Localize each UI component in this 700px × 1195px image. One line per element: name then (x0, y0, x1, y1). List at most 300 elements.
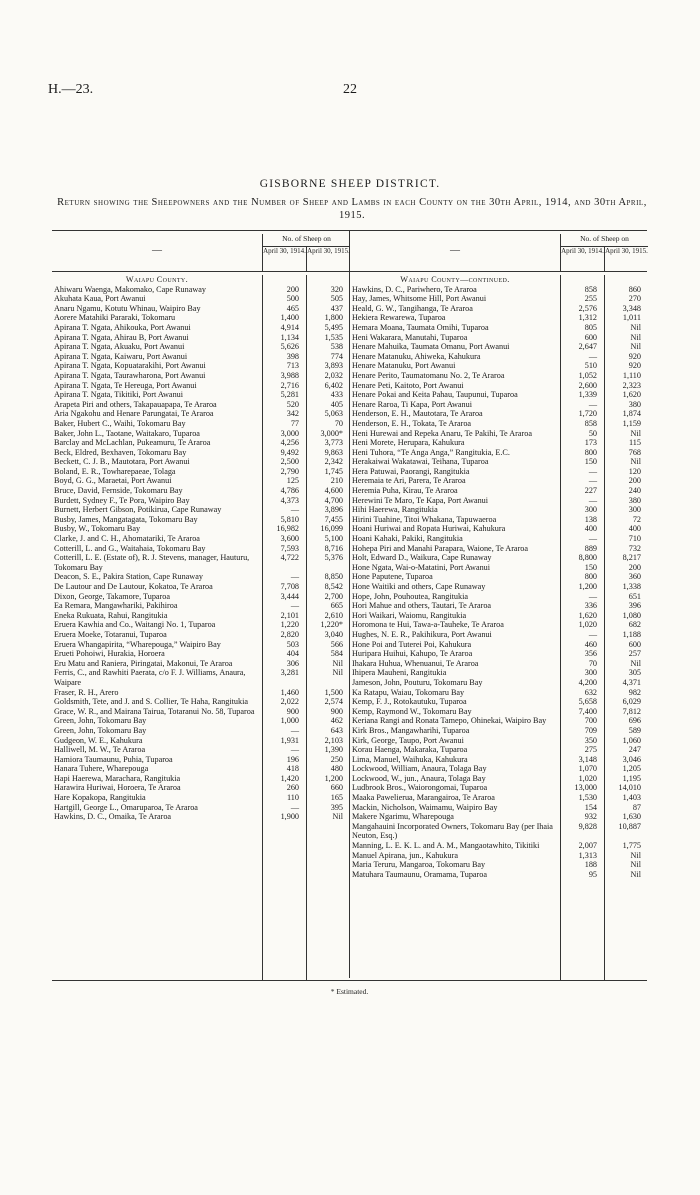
table-row (52, 496, 349, 506)
sheep-1914: 1,020 (578, 773, 597, 783)
sheep-1914: 138 (584, 514, 597, 524)
table-row (52, 659, 349, 669)
table-row (350, 764, 647, 774)
table-row (52, 409, 349, 419)
header-sheep-on: No. of Sheep on (560, 234, 648, 247)
table-row (52, 448, 349, 458)
table-row (350, 333, 647, 343)
owner-name: Hughes, N. E. R., Pakihikura, Port Awanui (352, 629, 492, 639)
sheep-1915: 7,455 (324, 514, 343, 524)
sheep-1914: 1,620 (578, 610, 597, 620)
sheep-1915: 400 (628, 524, 641, 534)
right-body (350, 275, 647, 980)
sheep-1915: 2,700 (324, 591, 343, 601)
sheep-1914: 1,000 (280, 716, 299, 726)
table-row (350, 313, 647, 323)
sheep-1914: 3,148 (578, 754, 597, 764)
owner-name: Manuel Apirana, jun., Kahukura (352, 850, 458, 860)
sheep-1914: 9,828 (578, 821, 597, 831)
table-row (350, 323, 647, 333)
table-row (350, 659, 647, 669)
sheep-1915: 8,217 (622, 553, 641, 563)
sheep-1915: 2,342 (324, 457, 343, 467)
owner-name: Mangahauini Incorporated Owners, Tokomaru Bay (per Ihaia Neuton, Esq.) (352, 821, 553, 841)
table-row (52, 793, 349, 803)
owner-name: Horomona te Hui, Tawa-a-Tauheke, Te Araroa (352, 620, 504, 630)
sheep-1914: 2,576 (578, 303, 597, 313)
owner-name: Ka Ratapu, Waiau, Tokomaru Bay (352, 687, 465, 697)
sheep-1914: 1,339 (578, 390, 597, 400)
owner-name: Hare Kopakopa, Rangitukia (54, 793, 146, 803)
table-row (52, 390, 349, 400)
footnote: * Estimated. (330, 987, 369, 996)
owner-name: Hoani Huriwai and Ropata Huriwai, Kahukura (352, 524, 506, 534)
sheep-1914: — (588, 351, 597, 361)
sheep-1915: 3,046 (622, 754, 641, 764)
sheep-1915: 2,103 (324, 735, 343, 745)
table-row (52, 304, 349, 314)
sheep-1915: 1,500 (324, 687, 343, 697)
sheep-1914: 5,281 (280, 390, 299, 400)
sheep-1914: 1,220 (280, 620, 299, 630)
table-row (350, 736, 647, 746)
sheep-1914: 50 (588, 428, 597, 438)
table-row (350, 745, 647, 755)
table-row (52, 294, 349, 304)
owner-name: Akuhata Kaua, Port Awanui (54, 294, 146, 304)
sheep-1915: 4,700 (324, 495, 343, 505)
table-row (350, 352, 647, 362)
owner-name: Grace, W. R., and Mairana Tairua, Totaranui No. 58, Tuparoa (54, 706, 255, 716)
header-1915: April 30, 1915. (306, 247, 350, 271)
section-heading: Waiapu County—continued. (400, 275, 510, 284)
sheep-1915: 1,200 (324, 773, 343, 783)
sheep-1915: 2,610 (324, 610, 343, 620)
sheep-1914: 4,200 (578, 677, 597, 687)
table-row (350, 448, 647, 458)
table-row (350, 563, 647, 573)
sheep-1915: 1,080 (622, 610, 641, 620)
owner-name: Matuhara Taumaunu, Oramama, Tuparoa (352, 869, 488, 879)
table-row (52, 716, 349, 726)
table-row (52, 736, 349, 746)
sheep-1915: Nil (332, 668, 343, 678)
owner-name: Aria Ngakohu and Henare Parungatai, Te Araroa (54, 409, 214, 419)
sheep-1915: 982 (628, 687, 641, 697)
owner-name: Huripara Huihui, Kahupo, Te Araroa (352, 649, 473, 659)
owner-name: Hirini Tuahine, Titoi Whakana, Tapuwaeroa (352, 514, 497, 524)
table-row (52, 582, 349, 592)
table-row (350, 400, 647, 410)
sheep-1915: Nil (630, 658, 641, 668)
owner-name: Eru Matu and Raniera, Piringatai, Makonui, Te Araroa (54, 658, 233, 668)
sheep-1914: 1,530 (578, 793, 597, 803)
sheep-1915: 5,376 (324, 553, 343, 563)
sheep-1914: 1,200 (578, 582, 597, 591)
table-row (350, 592, 647, 602)
owner-name: Holt, Edward D., Waikura, Cape Runaway (352, 553, 492, 563)
sheep-1915: 566 (330, 639, 343, 649)
table-row (52, 400, 349, 410)
table-row (350, 361, 647, 371)
owner-name: Baker, John L., Taotane, Waitakaro, Tuparoa (54, 428, 200, 438)
owner-name: Henare Mahuika, Taumata Omanu, Port Awanui (352, 342, 510, 352)
sheep-1914: 3,000 (280, 428, 299, 438)
table-row (350, 822, 647, 841)
sheep-1914: 350 (584, 735, 597, 745)
sheep-1914: 465 (286, 303, 299, 313)
sheep-1914: — (588, 476, 597, 486)
table-row (350, 582, 647, 592)
owner-name: Hori Waikari, Waiomu, Rangitukia (352, 610, 467, 620)
section-heading: Waiapu County. (125, 275, 189, 284)
header-dash: — (450, 245, 460, 256)
owner-name: Hemara Moana, Taumata Omihi, Tuparoa (352, 322, 489, 332)
sheep-1915: 437 (330, 303, 343, 313)
table-row (52, 524, 349, 534)
sheep-1914: 342 (286, 409, 299, 419)
owner-name: Hope, John, Pouhoutea, Rangitukia (352, 591, 468, 601)
sheep-1915: 538 (330, 342, 343, 352)
sheep-1914: 336 (584, 601, 597, 611)
sheep-1914: 800 (584, 447, 597, 457)
table-row (52, 352, 349, 362)
sheep-1914: 188 (584, 860, 597, 870)
table-row (52, 534, 349, 544)
sheep-1914: 275 (584, 745, 597, 755)
owner-name: Herewini Te Maro, Te Kapa, Port Awanui (352, 495, 489, 505)
table-row (52, 313, 349, 323)
sheep-1914: 3,444 (280, 591, 299, 601)
sheep-1915: 3,040 (324, 629, 343, 639)
district-heading: GISBORNE SHEEP DISTRICT. (259, 178, 441, 190)
table-row (52, 803, 349, 813)
sheep-1915: 1,159 (622, 418, 641, 428)
table-row (350, 342, 647, 352)
sheep-1915: 860 (628, 284, 641, 294)
sheep-1914: 2,022 (280, 697, 299, 707)
sheep-1915: 6,029 (622, 697, 641, 707)
sheep-1914: 3,281 (280, 668, 299, 678)
sheep-1915: 320 (330, 284, 343, 294)
sheep-1914: 260 (286, 783, 299, 793)
table-row (52, 515, 349, 525)
sheep-1915: 1,205 (622, 764, 641, 774)
table-row (350, 496, 647, 506)
owner-name: Beckett, C. J. B., Mautotara, Port Awanui (54, 457, 190, 467)
table-row (350, 390, 647, 400)
owner-name: Dixon, George, Takamore, Tuparoa (54, 591, 171, 601)
sheep-1915: 5,495 (324, 322, 343, 332)
table-row (350, 601, 647, 611)
table-row (52, 630, 349, 640)
table-row (350, 438, 647, 448)
sheep-1914: 150 (584, 457, 597, 467)
table-row (350, 515, 647, 525)
owner-name: Goldsmith, Tete, and J. and S. Collier, Te Haha, Rangitukia (54, 697, 249, 707)
sheep-1915: Nil (630, 332, 641, 342)
owner-name: Hone Ngata, Wai-o-Matatini, Port Awanui (352, 562, 491, 572)
sheep-1914: 1,020 (578, 620, 597, 630)
sheep-1915: 696 (628, 716, 641, 726)
sheep-1915: 920 (628, 361, 641, 371)
owner-name: Erueti Pohoiwi, Hurakia, Horoera (54, 649, 165, 659)
sheep-1915: Nil (630, 428, 641, 438)
owner-name: Henare Perito, Taumatomanu No. 2, Te Araroa (352, 370, 505, 380)
owner-name: Mackin, Nicholson, Waimamu, Waipiro Bay (352, 802, 498, 812)
owner-name: Cotterill, L. and G., Waitahaia, Tokomaru Bay (54, 543, 206, 553)
sheep-1915: 1,011 (622, 313, 641, 323)
sheep-1915: 8,850 (324, 572, 343, 582)
table-row (350, 697, 647, 707)
sheep-1915: 250 (330, 754, 343, 764)
owner-name: De Lautour and De Lautour, Kokatoa, Te Araroa (54, 582, 213, 591)
owner-name: Eruera Whangapirita, “Wharepouga,” Waipiro Bay (54, 639, 221, 649)
sheep-1915: 1,060 (622, 735, 641, 745)
sheep-1914: 227 (584, 486, 597, 496)
table-row (52, 476, 349, 486)
table-row (350, 553, 647, 563)
owner-name: Lockwood, William, Anaura, Tolaga Bay (352, 764, 487, 774)
sheep-1914: 8,800 (578, 553, 597, 563)
sheep-1914: 306 (286, 658, 299, 668)
sheep-1914: 858 (584, 284, 597, 294)
sheep-1914: 7,708 (280, 582, 299, 591)
owner-name: Hera Patuwai, Paorangi, Rangitukia (352, 466, 470, 476)
sheep-1915: 360 (628, 572, 641, 582)
owner-name: Apirana T. Ngata, Ahirau B, Port Awanui (54, 332, 189, 342)
sheep-1915: 1,535 (324, 332, 343, 342)
sheep-1914: 1,460 (280, 687, 299, 697)
sheep-1914: 889 (584, 543, 597, 553)
owner-name: Hone Waitiki and others, Cape Runaway (352, 582, 486, 591)
sheep-1914: 70 (588, 658, 597, 668)
table-row (350, 841, 647, 851)
owner-name: Ludbrook Bros., Waiorongomai, Tuparoa (352, 783, 488, 793)
sheep-1915: 1,775 (622, 841, 641, 851)
table-row (350, 611, 647, 621)
sheep-1914: 713 (286, 361, 299, 371)
sheep-1914: 520 (286, 399, 299, 409)
sheep-1914: 1,420 (280, 773, 299, 783)
sheep-1914: 356 (584, 649, 597, 659)
owner-name: Henderson, E. H., Tokata, Te Araroa (352, 418, 472, 428)
table-row (52, 649, 349, 659)
owner-name: Apirana T. Ngata, Taurawharona, Port Awanui (54, 370, 206, 380)
sheep-1915: 920 (628, 351, 641, 361)
sheep-1915: 1,745 (324, 466, 343, 476)
sheep-1914: 5,810 (280, 514, 299, 524)
owner-name: Kirk Bros., Mangawharihi, Tuparoa (352, 725, 470, 735)
owner-name: Hoani Kahaki, Pakiki, Rangitukia (352, 534, 463, 544)
sheep-1915: 1,220* (320, 620, 343, 630)
page-reference: H.—23. (48, 82, 94, 97)
sheep-1914: 4,786 (280, 486, 299, 496)
table-row (350, 409, 647, 419)
sheep-1915: Nil (630, 860, 641, 870)
table-row (52, 323, 349, 333)
sheep-1915: 600 (628, 639, 641, 649)
owner-name: Hay, James, Whitsome Hill, Port Awanui (352, 294, 487, 304)
sheep-1914: 300 (584, 505, 597, 515)
sheep-1915: 87 (632, 802, 641, 812)
sheep-1914: 173 (584, 438, 597, 448)
sheep-1915: Nil (332, 812, 343, 822)
sheep-1914: 4,914 (280, 322, 299, 332)
footer-rule (52, 980, 647, 981)
owner-name: Eruera Moeke, Totaranui, Tuparoa (54, 629, 167, 639)
sheep-1914: 16,982 (276, 524, 299, 534)
sheep-1914: 2,007 (578, 841, 597, 851)
sheep-1914: — (290, 601, 299, 611)
table-row (52, 457, 349, 467)
table-row (52, 707, 349, 717)
owner-name: Apirana T. Ngata, Tikitiki, Port Awanui (54, 390, 184, 400)
sheep-1915: 682 (628, 620, 641, 630)
sheep-1914: 404 (286, 649, 299, 659)
table-row (350, 860, 647, 870)
sheep-1914: 1,312 (578, 313, 597, 323)
sheep-1915: 5,063 (324, 409, 343, 419)
sheep-1915: 72 (632, 514, 641, 524)
table-row (52, 505, 349, 515)
table-row (350, 476, 647, 486)
owner-name: Makere Ngarimu, Wharepouga (352, 812, 454, 822)
owner-name: Maria Teruru, Mangaroa, Tokomaru Bay (352, 860, 486, 870)
sheep-1914: 805 (584, 322, 597, 332)
table-row (350, 486, 647, 496)
sheep-1914: 503 (286, 639, 299, 649)
table-row (350, 505, 647, 515)
sheep-1914: 200 (286, 284, 299, 294)
sheep-1914: 5,626 (280, 342, 299, 352)
sheep-1915: 660 (330, 783, 343, 793)
owner-name: Clarke, J. and C. H., Ahomatariki, Te Araroa (54, 534, 200, 544)
owner-name: Heni Wakarara, Manutahi, Tuparoa (352, 332, 468, 342)
sheep-1914: 1,313 (578, 850, 597, 860)
sheep-1914: 4,373 (280, 495, 299, 505)
table-row (350, 429, 647, 439)
table-row (52, 764, 349, 774)
sheep-1915: 396 (628, 601, 641, 611)
table-row (52, 333, 349, 343)
sheep-1915: 433 (330, 390, 343, 400)
sheep-1914: 500 (286, 294, 299, 304)
table-row (350, 630, 647, 640)
sheep-1914: 460 (584, 639, 597, 649)
sheep-1914: 398 (286, 351, 299, 361)
table-row (350, 688, 647, 698)
sheep-1914: — (588, 591, 597, 601)
sheep-1915: 3,348 (622, 303, 641, 313)
table-row (350, 774, 647, 784)
table-row (350, 640, 647, 650)
owner-name: Boyd, G. G., Maraetai, Port Awanui (54, 476, 172, 486)
owner-name: Hihi Haerewa, Rangitukia (352, 505, 438, 515)
owner-name: Hawkins, D. C., Pariwhero, Te Araroa (352, 284, 477, 294)
header-sheep-on: No. of Sheep on (262, 234, 350, 247)
sheep-1915: 3,773 (324, 438, 343, 448)
owner-name: Hekiera Rewarewa, Tuparoa (352, 313, 446, 323)
sheep-1914: 4,256 (280, 438, 299, 448)
sheep-1915: Nil (332, 658, 343, 668)
header-1914: April 30, 1914. (560, 247, 604, 271)
sheep-1914: 400 (584, 524, 597, 534)
sheep-1915: 210 (330, 476, 343, 486)
owner-name: Hawkins, D. C., Omaika, Te Araroa (54, 812, 172, 822)
sheep-1914: 2,101 (280, 610, 299, 620)
sheep-1915: 1,390 (324, 745, 343, 755)
sheep-1914: 9,492 (280, 447, 299, 457)
sheep-1915: 1,110 (622, 370, 641, 380)
sheep-1914: 7,400 (578, 706, 597, 716)
sheep-1915: 480 (330, 764, 343, 774)
owner-name: Baker, Hubert C., Waihi, Tokomaru Bay (54, 418, 186, 428)
table-row (52, 745, 349, 755)
owner-name: Henare Peti, Kaitoto, Port Awanui (352, 380, 464, 390)
table-row (350, 851, 647, 861)
owner-name: Lima, Manuel, Waihuka, Kahukura (352, 754, 468, 764)
sheep-1915: 240 (628, 486, 641, 496)
rule (604, 275, 605, 980)
owner-name: Heremaia te Ari, Parera, Te Araroa (352, 476, 466, 486)
table-row (52, 592, 349, 602)
left-column (52, 231, 349, 1181)
sheep-1914: 7,593 (280, 543, 299, 553)
owner-name: Burdett, Sydney F., Te Pora, Waipiro Bay (54, 495, 190, 505)
sheep-1915: 9,863 (324, 447, 343, 457)
sheep-1915: 14,010 (618, 783, 641, 793)
table-row (52, 361, 349, 371)
sheep-1915: 900 (330, 706, 343, 716)
sheep-1914: 858 (584, 418, 597, 428)
sheep-1914: — (290, 725, 299, 735)
owner-name: Barclay and McLachlan, Pukeamuru, Te Araroa (54, 438, 211, 448)
owner-name: Hanara Tuhere, Wharepouga (54, 764, 149, 774)
sheep-1914: 1,720 (578, 409, 597, 419)
sheep-1914: 700 (584, 716, 597, 726)
sheep-1915: 405 (330, 399, 343, 409)
sheep-1915: 4,600 (324, 486, 343, 496)
table-row (350, 707, 647, 717)
owner-name: Heni Hurewai and Repeka Anaru, Te Pakihi, Te Araroa (352, 428, 532, 438)
sheep-1914: 95 (588, 869, 597, 879)
sheep-1915: 3,893 (324, 361, 343, 371)
sheep-1914: 932 (584, 812, 597, 822)
table-row (350, 457, 647, 467)
sheep-1915: 120 (628, 466, 641, 476)
owner-name: Henare Matanuku, Ahiweka, Kahukura (352, 351, 481, 361)
page-number: 22 (343, 82, 357, 97)
table-row (350, 294, 647, 304)
sheep-1914: 255 (584, 294, 597, 304)
sheep-1914: — (290, 505, 299, 515)
owner-name: Apirana T. Ngata, Te Hereuga, Port Awanui (54, 380, 197, 390)
owner-name: Kemp, F. J., Rotokautuku, Tuparoa (352, 697, 467, 707)
table-row (52, 774, 349, 784)
table-header (350, 231, 647, 272)
sheep-1915: 305 (628, 668, 641, 678)
sheep-1915: 2,574 (324, 697, 343, 707)
owner-name: Heni Morete, Herupara, Kahukura (352, 438, 465, 448)
owner-name: Deacon, S. E., Pakira Station, Cape Runaway (54, 572, 203, 582)
sheep-1915: 768 (628, 447, 641, 457)
owner-name: Burnett, Herbert Gibson, Potikirua, Cape Runaway (54, 505, 222, 515)
sheep-1915: 1,874 (622, 409, 641, 419)
sheep-1915: 1,620 (622, 390, 641, 400)
sheep-1914: — (588, 466, 597, 476)
table-row (350, 467, 647, 477)
